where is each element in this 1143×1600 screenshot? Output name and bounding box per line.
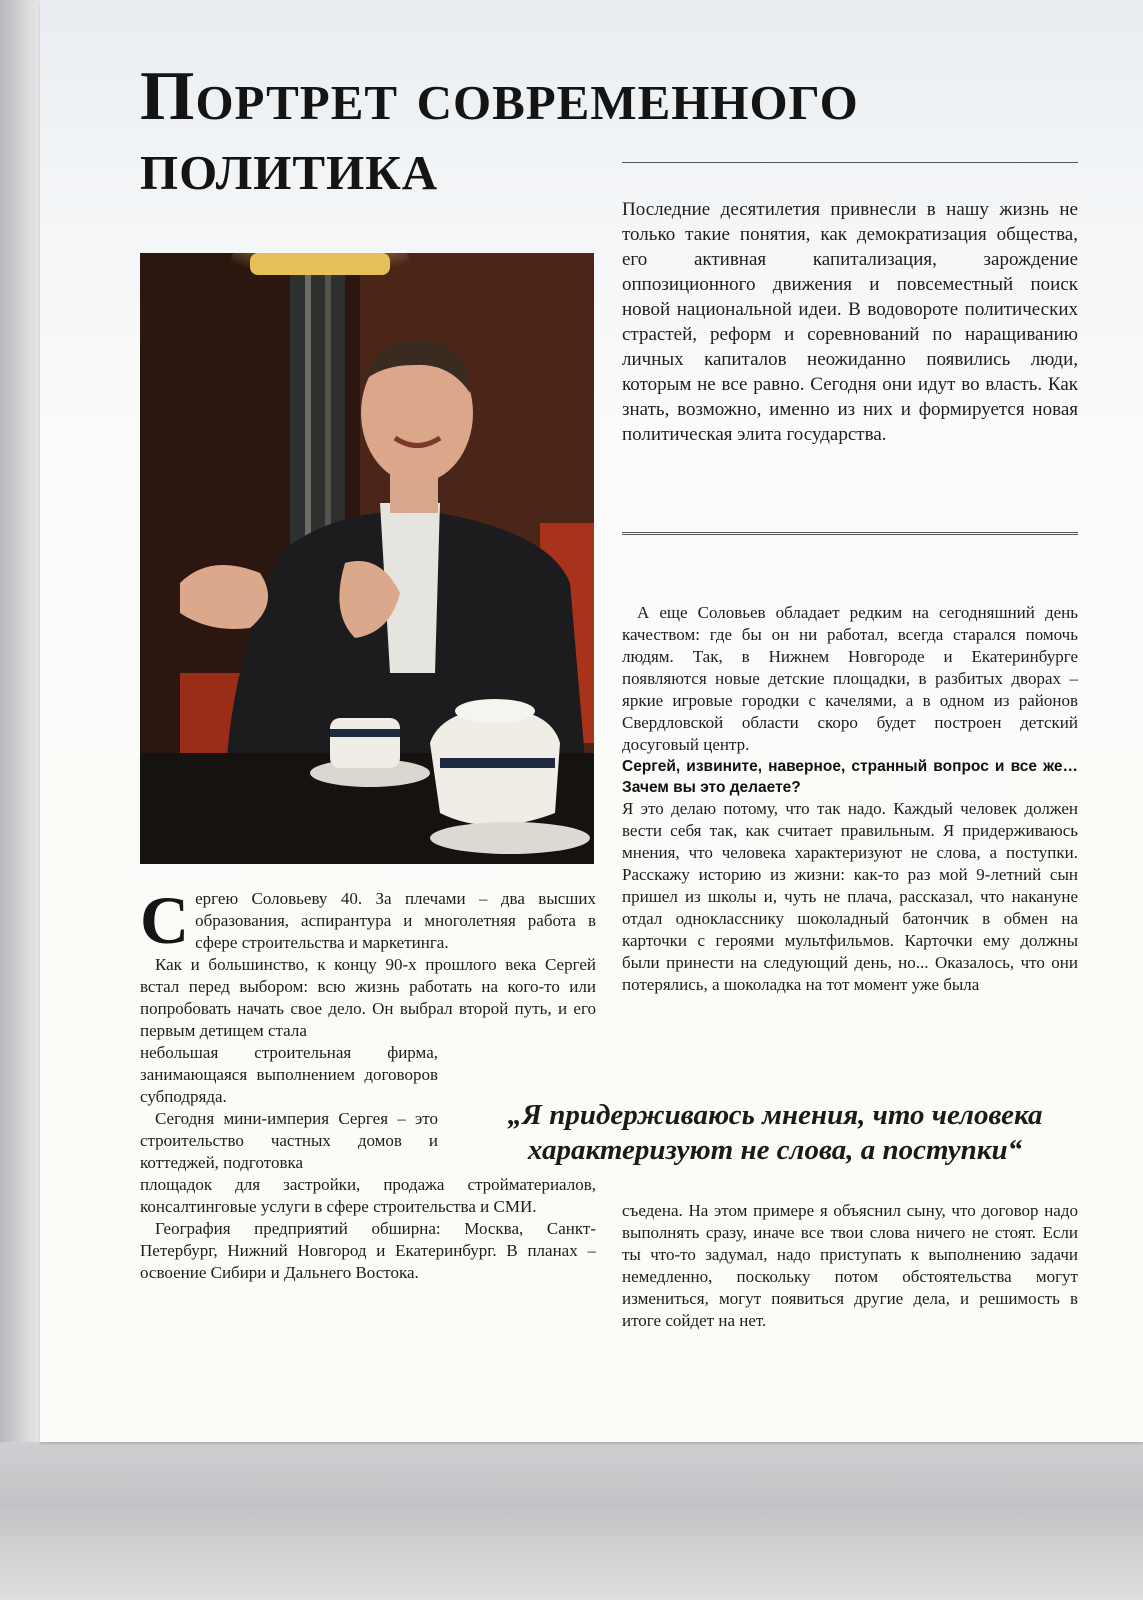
left-paragraph-1 (140, 882, 596, 958)
left-paragraph-4: География предприятий обширна: Москва, Санкт-Петербург, Нижний Новгород и Екатеринбург. В планах – освоение Сибири и Дальнего Востока. (140, 1219, 596, 1282)
title-line-2: политика (140, 128, 439, 205)
title-line-1: Портрет современного (140, 58, 859, 135)
interview-answer-cont: съедена. На этом примере я объяснил сыну, что договор надо выполнять сразу, иначе все твои слова ничего не стоят. Если ты что-то задумал, надо приступать к выполнению задачи немедленно, поскольку потом обстоятельства могут измениться, могут появиться другие дела, и решимость в итоге сойдет на нет. (622, 1201, 1078, 1330)
article-title (140, 58, 1080, 205)
scanner-background (0, 1442, 1143, 1600)
pull-quote: „Я придерживаюсь мнения, что человека характеризуют не слова, а поступки“ (507, 1099, 1043, 1166)
top-rule (622, 162, 1078, 163)
left-paragraph-2: Как и большинство, к концу 90-х прошлого века Сергей встал перед выбором: всю жизнь работать на кого-то или попробовать начать свое дело. Он выбрал второй путь, и его первым детищем стала (140, 955, 596, 1040)
left-paragraph-3-start: Сегодня мини-империя Сергея – это строительство частных домов и коттеджей, подготовка (140, 1109, 438, 1172)
interview-answer: Я это делаю потому, что так надо. Каждый человек должен вести себя так, как считает правильным. Я придерживаюсь мнения, что человека характеризуют не слова, а поступки. Расскажу историю из жизни: как-то раз мой 9-летний сын пришел из школы и, чуть не плача, рассказал, что накануне отдал однокласснику шоколадный батончик в обмен на карточки с героями мультфильмов. Карточки ему должны были принести на следующий день, но... Оказалось, что они потерялись, а шоколадка на тот момент уже была (622, 799, 1078, 994)
interview-question: Сергей, извините, наверное, странный вопрос и все же… Зачем вы это делаете? (622, 758, 1078, 796)
portrait-photo (140, 253, 594, 864)
right-paragraph-1: А еще Соловьев обладает редким на сегодняшний день качеством: где бы он ни работал, всегда старался помочь людям. Так, в Нижнем Новгороде и Екатеринбурге появляются новые детские площадки, в разбитых дворах – яркие игровые городки с качелями, а в одном из районов Свердловской области скоро будет построен детский досуговый центр. (622, 603, 1078, 754)
left-paragraph-3-end: площадок для застройки, продажа стройматериалов, консалтинговые услуги в сфере строительства и СМИ. (140, 1175, 596, 1216)
dropcap: С (140, 882, 190, 958)
left-paragraph-1-text: ергею Соловьеву 40. За плечами – два высших образования, аспирантура и многолетняя работа в сфере строительства и маркетинга. (195, 889, 596, 952)
mid-rule (622, 532, 1078, 535)
left-column (140, 882, 596, 1284)
right-column (622, 602, 1078, 996)
portrait-illustration (140, 253, 594, 864)
left-paragraph-2-cont: небольшая строительная фирма, занимающаяся выполнением договоров субподряда. (140, 1043, 438, 1106)
lead-paragraph: Последние десятилетия привнесли в нашу жизнь не только такие понятия, как демократизация общества, его активная капитализация, зарождение оппозиционного движения и повсеместный поиск новой национальной идеи. В водовороте политических страстей, реформ и соревнований по наращиванию личных капиталов неожиданно появились люди, которым не все равно. Сегодня они идут во власть. Как знать, возможно, именно из них и формируется новая политическая элита государства. (622, 199, 1078, 445)
